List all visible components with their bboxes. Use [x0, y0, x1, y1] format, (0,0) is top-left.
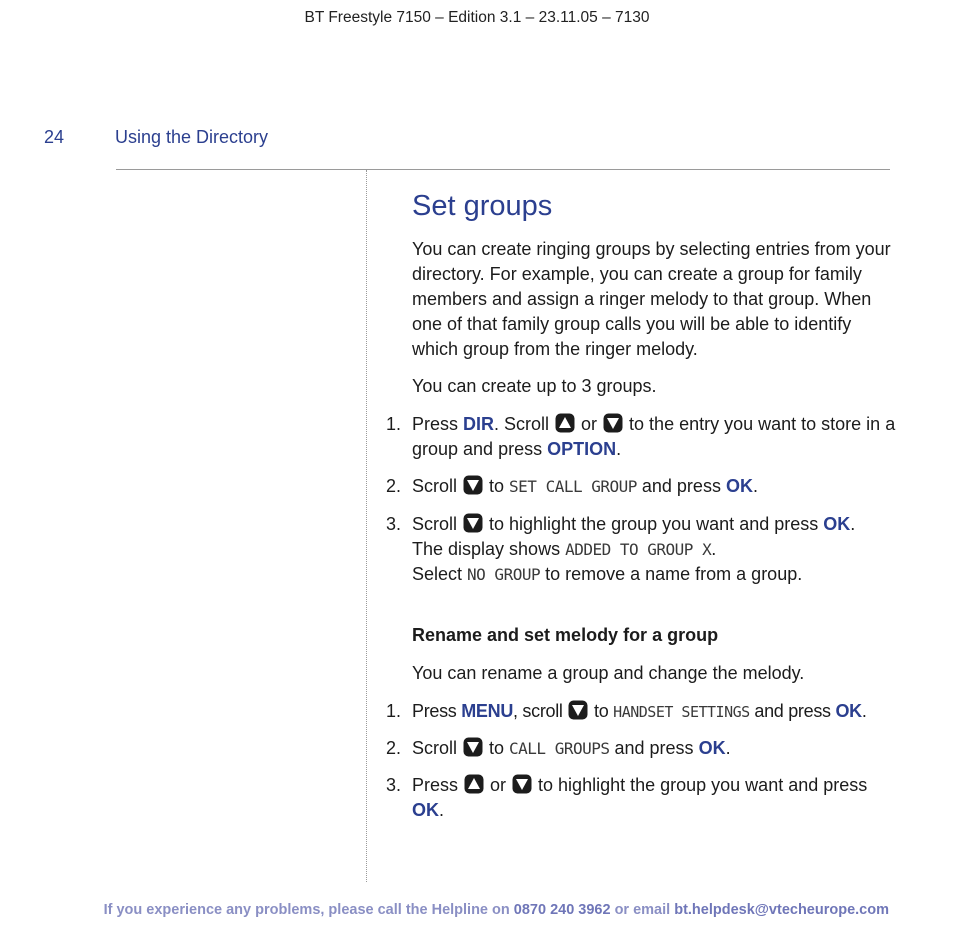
- display-text: ADDED TO GROUP X: [565, 540, 712, 559]
- step-text: Scroll: [412, 738, 463, 758]
- helpline-footer: [0, 902, 889, 918]
- ok-key-label: OK: [725, 476, 753, 496]
- step-text: to highlight the group you want and press: [484, 514, 824, 534]
- ok-key-label: OK: [698, 738, 726, 758]
- step-text: .: [439, 800, 445, 820]
- step-text: to: [484, 738, 510, 758]
- step-text: Select: [412, 564, 468, 584]
- step-3: [386, 512, 896, 587]
- step-number: 2.: [386, 476, 402, 496]
- menu-key-label: MENU: [461, 701, 514, 721]
- step-number: 1.: [386, 414, 402, 434]
- step-number: 3.: [386, 514, 402, 534]
- section-title: Using the Directory: [115, 127, 269, 147]
- ok-key-label: OK: [835, 701, 862, 721]
- step-text: .: [616, 439, 622, 459]
- step-text: or: [576, 414, 603, 434]
- step-text: to the entry you want to store in a group and press: [412, 414, 896, 459]
- group-limit-text: You can create up to 3 groups.: [412, 376, 657, 396]
- step-text: .: [725, 738, 731, 758]
- rename-step-2: [386, 736, 896, 761]
- step-text: Press: [412, 701, 462, 721]
- page-heading: Set groups: [412, 190, 553, 222]
- down-arrow-icon: [463, 475, 483, 495]
- intro-paragraph: You can create ringing groups by selecting entries from your directory. For example, you can create a group for family members and assign a ringer melody to that group. When one of that family group calls you will be able to identify which group from the ringer melody.: [412, 239, 891, 359]
- step-text: , scroll: [513, 701, 568, 721]
- helpline-phone: 0870 240 3962: [513, 902, 611, 918]
- step-number: 2.: [386, 738, 402, 758]
- step-number: 3.: [386, 775, 402, 795]
- dir-key-label: DIR: [463, 414, 495, 434]
- step-text: Press: [412, 775, 464, 795]
- step-text: and press: [749, 701, 836, 721]
- down-arrow-icon: [603, 413, 623, 433]
- display-text: CALL GROUPS: [509, 739, 610, 758]
- step-text: and press: [636, 476, 726, 496]
- ok-key-label: OK: [412, 800, 439, 820]
- subsection-intro: You can rename a group and change the melody.: [412, 663, 805, 683]
- step-text: .: [711, 539, 717, 559]
- helpdesk-email: bt.helpdesk@vtecheurope.com: [674, 902, 889, 918]
- step-1: [386, 412, 896, 462]
- up-arrow-icon: [555, 413, 575, 433]
- document-edition-line: BT Freestyle 7150 – Edition 3.1 – 23.11.05 – 7130: [304, 9, 650, 26]
- option-key-label: OPTION: [547, 439, 617, 459]
- step-text: or: [485, 775, 512, 795]
- rename-step-1: [386, 699, 896, 725]
- header-rule: [116, 169, 890, 170]
- column-divider: [366, 170, 367, 882]
- down-arrow-icon: [568, 700, 588, 720]
- display-text: NO GROUP: [467, 565, 541, 584]
- step-text: Scroll: [412, 514, 463, 534]
- ok-key-label: OK: [823, 514, 851, 534]
- step-2: [386, 474, 896, 499]
- down-arrow-icon: [463, 737, 483, 757]
- step-text: .: [850, 514, 856, 534]
- step-text: . Scroll: [494, 414, 555, 434]
- step-text: to remove a name from a group.: [540, 564, 803, 584]
- step-text: .: [752, 476, 758, 496]
- step-text: .: [861, 701, 867, 721]
- footer-text: or email: [610, 902, 675, 918]
- down-arrow-icon: [512, 774, 532, 794]
- up-arrow-icon: [464, 774, 484, 794]
- display-text: SET CALL GROUP: [509, 477, 637, 496]
- subsection-heading: Rename and set melody for a group: [412, 625, 719, 645]
- step-number: 1.: [386, 701, 402, 721]
- page-number: 24: [44, 127, 65, 147]
- step-text: to: [589, 701, 614, 721]
- step-text: Scroll: [412, 476, 463, 496]
- step-text: to highlight the group you want and press: [533, 775, 868, 795]
- down-arrow-icon: [463, 513, 483, 533]
- rename-step-3: [386, 773, 896, 823]
- step-text: The display shows: [412, 539, 566, 559]
- display-text: HANDSET SETTINGS: [613, 703, 750, 721]
- step-text: to: [484, 476, 510, 496]
- step-text: Press: [412, 414, 464, 434]
- footer-text: If you experience any problems, please call the Helpline on: [103, 902, 514, 918]
- step-text: and press: [609, 738, 699, 758]
